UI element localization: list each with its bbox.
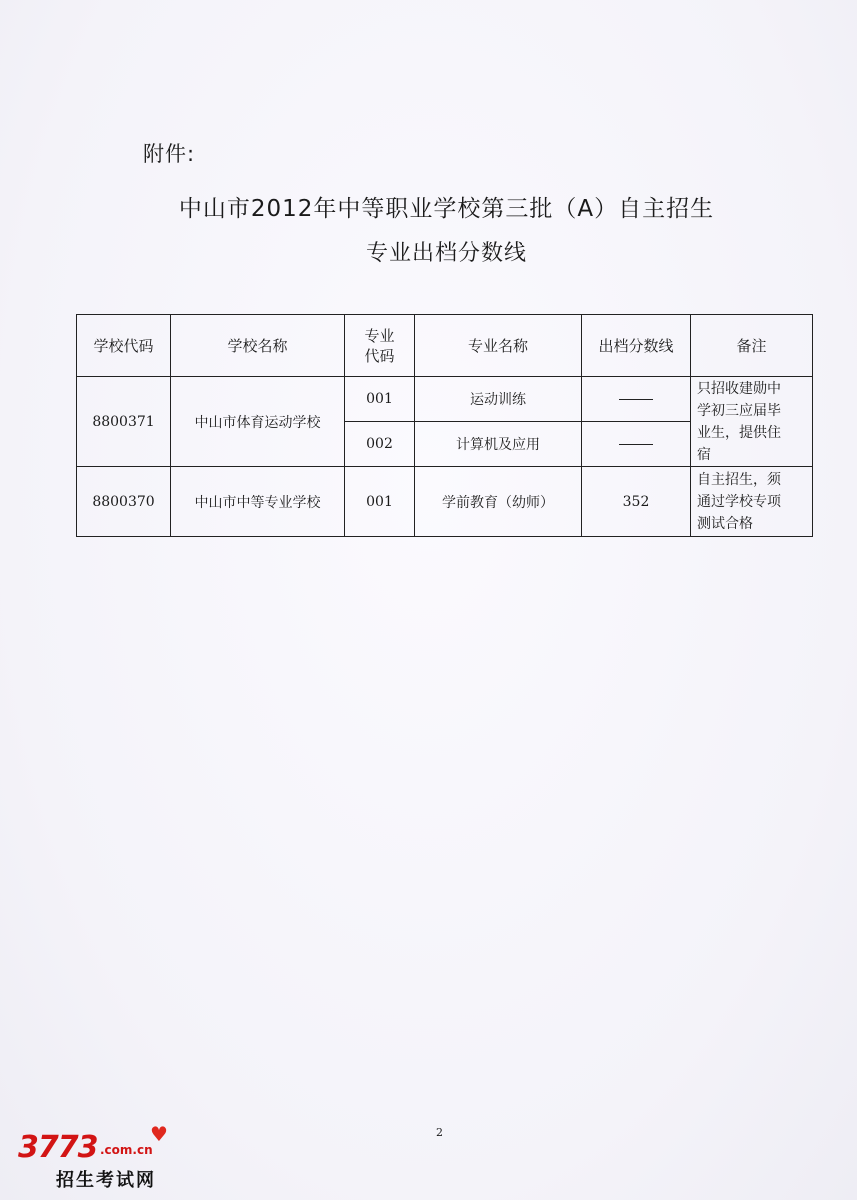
header-major-code-line2: 代码 xyxy=(364,346,395,365)
major-code-cell: 001 xyxy=(345,377,415,422)
table-row xyxy=(77,467,813,537)
heart-icon: ♥ xyxy=(150,1122,168,1146)
header-school-code: 学校代码 xyxy=(77,315,171,377)
document-subtitle: 专业出档分数线 xyxy=(365,241,527,266)
cutoff-score-table xyxy=(76,314,813,537)
remark-line: 宿 xyxy=(697,446,711,463)
school-code-cell: 8800370 xyxy=(77,467,171,537)
cutoff-cell xyxy=(582,377,691,422)
header-major-code xyxy=(345,315,415,377)
watermark-number: 3773 xyxy=(18,1130,98,1165)
table-header-row xyxy=(77,315,813,377)
document-title: 中山市2012年中等职业学校第三批（A）自主招生 xyxy=(178,196,715,222)
cutoff-dash xyxy=(619,444,653,445)
school-name-cell: 中山市中等专业学校 xyxy=(171,467,345,537)
major-code-cell: 001 xyxy=(345,467,415,537)
remark-line: 只招收建勋中 xyxy=(697,380,781,397)
header-major-name: 专业名称 xyxy=(415,315,582,377)
cutoff-cell: 352 xyxy=(582,467,691,537)
remark-line: 学初三应届毕 xyxy=(697,402,781,419)
remark-line: 自主招生，须 xyxy=(697,471,781,488)
page-number: 2 xyxy=(436,1126,443,1139)
remark-line: 测试合格 xyxy=(697,515,753,532)
attachment-label: 附件: xyxy=(143,142,196,166)
remark-line: 业生，提供住 xyxy=(697,424,781,441)
site-watermark-logo xyxy=(10,1122,180,1195)
major-name-cell: 学前教育（幼师） xyxy=(415,467,582,537)
school-name-cell: 中山市体育运动学校 xyxy=(171,377,345,467)
remark-cell xyxy=(691,467,813,537)
major-code-cell: 002 xyxy=(345,422,415,467)
cutoff-dash xyxy=(619,399,653,400)
cutoff-cell xyxy=(582,422,691,467)
header-cutoff: 出档分数线 xyxy=(582,315,691,377)
school-code-cell: 8800371 xyxy=(77,377,171,467)
remark-cell xyxy=(691,377,813,467)
header-school-name: 学校名称 xyxy=(171,315,345,377)
table-row xyxy=(77,377,813,422)
major-name-cell: 运动训练 xyxy=(415,377,582,422)
remark-line: 通过学校专项 xyxy=(697,493,781,510)
watermark-site-name: 招生考试网 xyxy=(56,1170,156,1191)
watermark-domain: .com.cn xyxy=(100,1143,153,1157)
major-name-cell: 计算机及应用 xyxy=(415,422,582,467)
header-remark: 备注 xyxy=(691,315,813,377)
header-major-code-line1: 专业 xyxy=(364,326,395,345)
